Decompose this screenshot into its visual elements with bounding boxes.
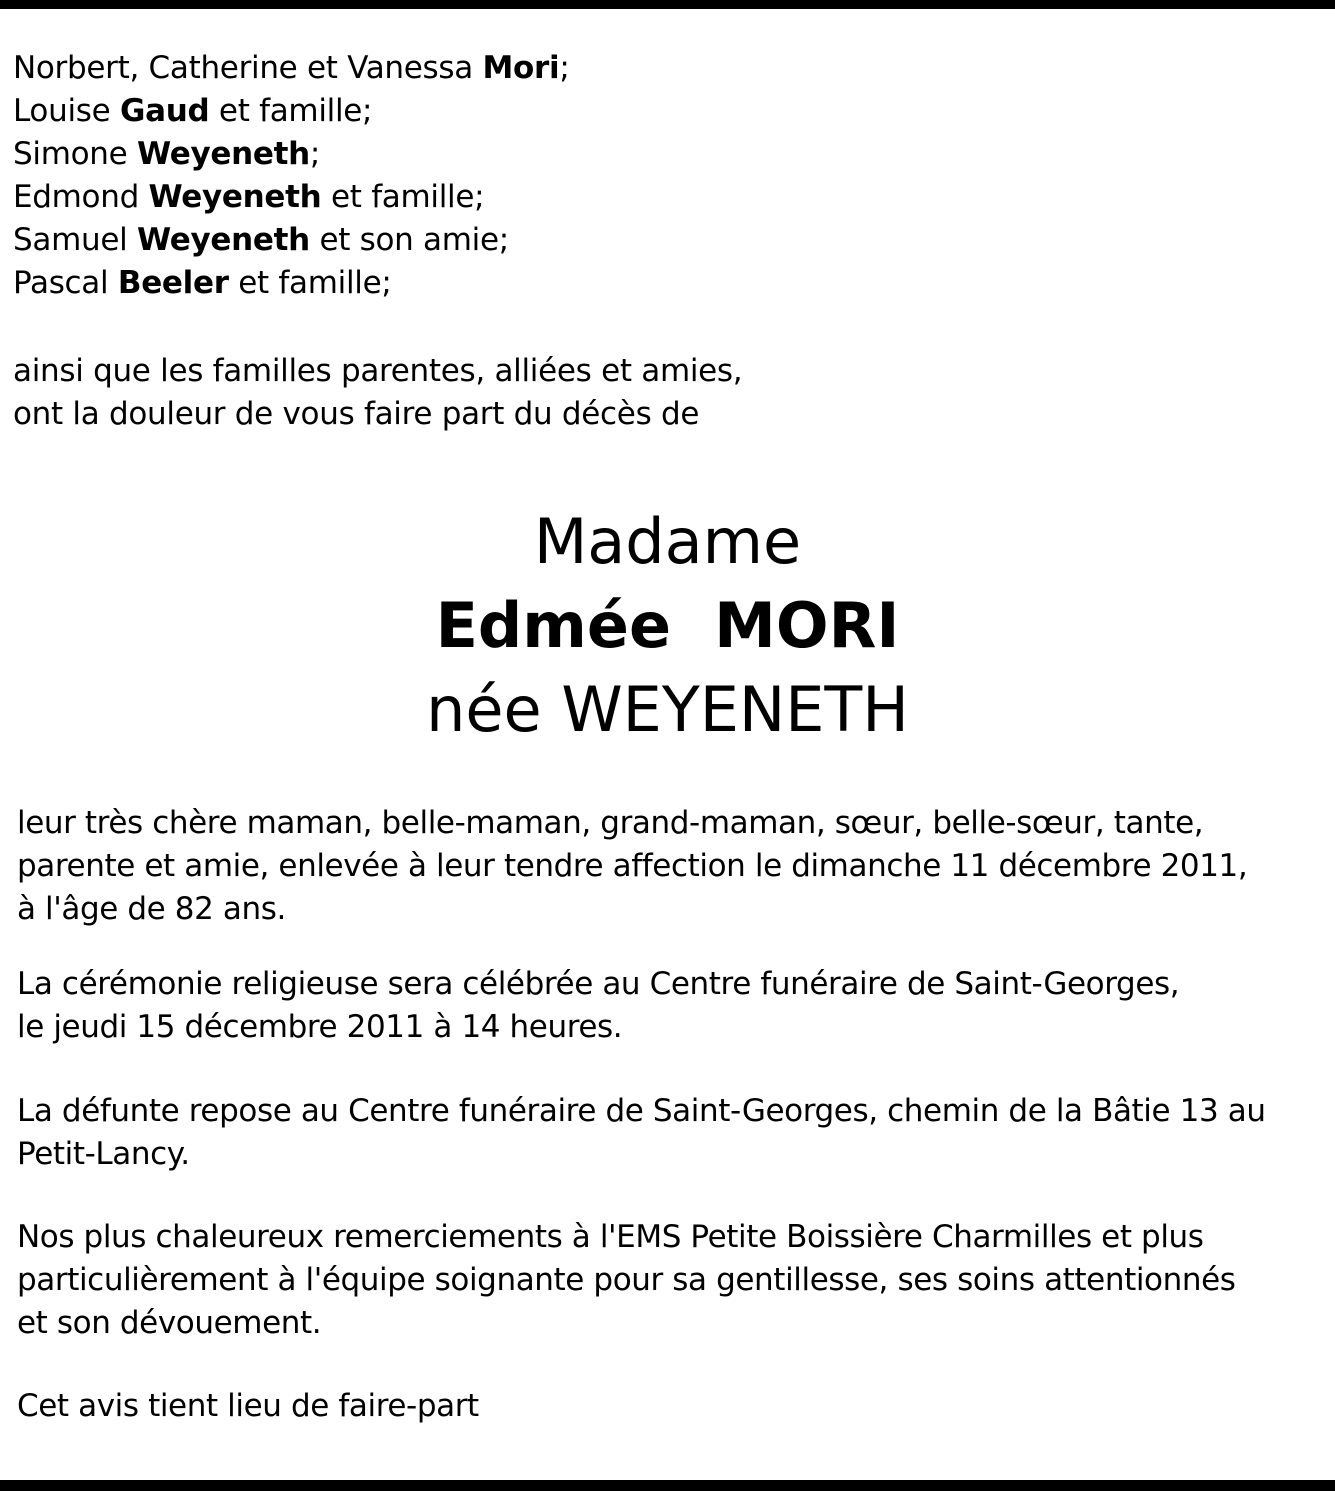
paragraph-line: La cérémonie religieuse sera célébrée au Centre funéraire de Saint-Georges, [17, 966, 1180, 1002]
family-line [13, 90, 570, 133]
intro-text [13, 350, 742, 436]
family-suffix: et famille; [321, 179, 485, 215]
top-border-rule [0, 0, 1335, 9]
intro-line: ont la douleur de vous faire part du décès de [13, 396, 700, 432]
paragraph-line: leur très chère maman, belle-maman, grand-maman, sœur, belle-sœur, tante, [17, 805, 1204, 841]
family-suffix: ; [309, 136, 321, 172]
paragraph-line: La défunte repose au Centre funéraire de Saint-Georges, chemin de la Bâtie 13 au [17, 1093, 1266, 1129]
deceased-name: Edmée MORI [435, 589, 900, 662]
deceased-maiden-name: née WEYENETH [426, 673, 909, 746]
family-given-names: Samuel [13, 222, 137, 258]
paragraph-line: Petit-Lancy. [17, 1136, 190, 1172]
family-suffix: et famille; [228, 265, 392, 301]
family-surname: Beeler [117, 265, 229, 301]
family-surname: Weyeneth [136, 222, 310, 258]
rest-location-paragraph [17, 1090, 1266, 1176]
paragraph-line: particulièrement à l'équipe soignante pour sa gentillesse, ses soins attentionnés [17, 1262, 1236, 1298]
paragraph-line: et son dévouement. [17, 1305, 322, 1341]
family-line [13, 262, 570, 305]
family-given-names: Simone [13, 136, 137, 172]
family-surname: Weyeneth [136, 136, 310, 172]
family-line [13, 219, 570, 262]
family-suffix: et son amie; [309, 222, 509, 258]
family-given-names: Edmond [13, 179, 149, 215]
family-surname: Gaud [119, 93, 210, 129]
bottom-border-rule [0, 1480, 1335, 1491]
ceremony-paragraph [17, 963, 1179, 1049]
intro-line: ainsi que les familles parentes, alliées et amies, [13, 353, 743, 389]
family-line [13, 176, 570, 219]
family-surname: Weyeneth [148, 179, 322, 215]
family-suffix: et famille; [209, 93, 373, 129]
closing-paragraph [17, 1385, 479, 1428]
family-line [13, 47, 570, 90]
family-given-names: Pascal [13, 265, 118, 301]
family-given-names: Louise [13, 93, 120, 129]
thanks-paragraph [17, 1216, 1236, 1345]
family-given-names: Norbert, Catherine et Vanessa [13, 50, 483, 86]
family-line [13, 133, 570, 176]
deceased-title: Madame [533, 505, 802, 578]
deceased-block [0, 500, 1335, 752]
family-suffix: ; [559, 50, 570, 86]
paragraph-line: à l'âge de 82 ans. [17, 891, 286, 927]
paragraph-line: le jeudi 15 décembre 2011 à 14 heures. [17, 1009, 623, 1045]
relation-paragraph [17, 802, 1247, 931]
paragraph-line: Nos plus chaleureux remerciements à l'EMS Petite Boissière Charmilles et plus [17, 1219, 1204, 1255]
family-surname: Mori [482, 50, 560, 86]
paragraph-line: parente et amie, enlevée à leur tendre affection le dimanche 11 décembre 2011, [17, 848, 1248, 884]
family-list [13, 47, 570, 305]
closing-line: Cet avis tient lieu de faire-part [17, 1388, 479, 1424]
